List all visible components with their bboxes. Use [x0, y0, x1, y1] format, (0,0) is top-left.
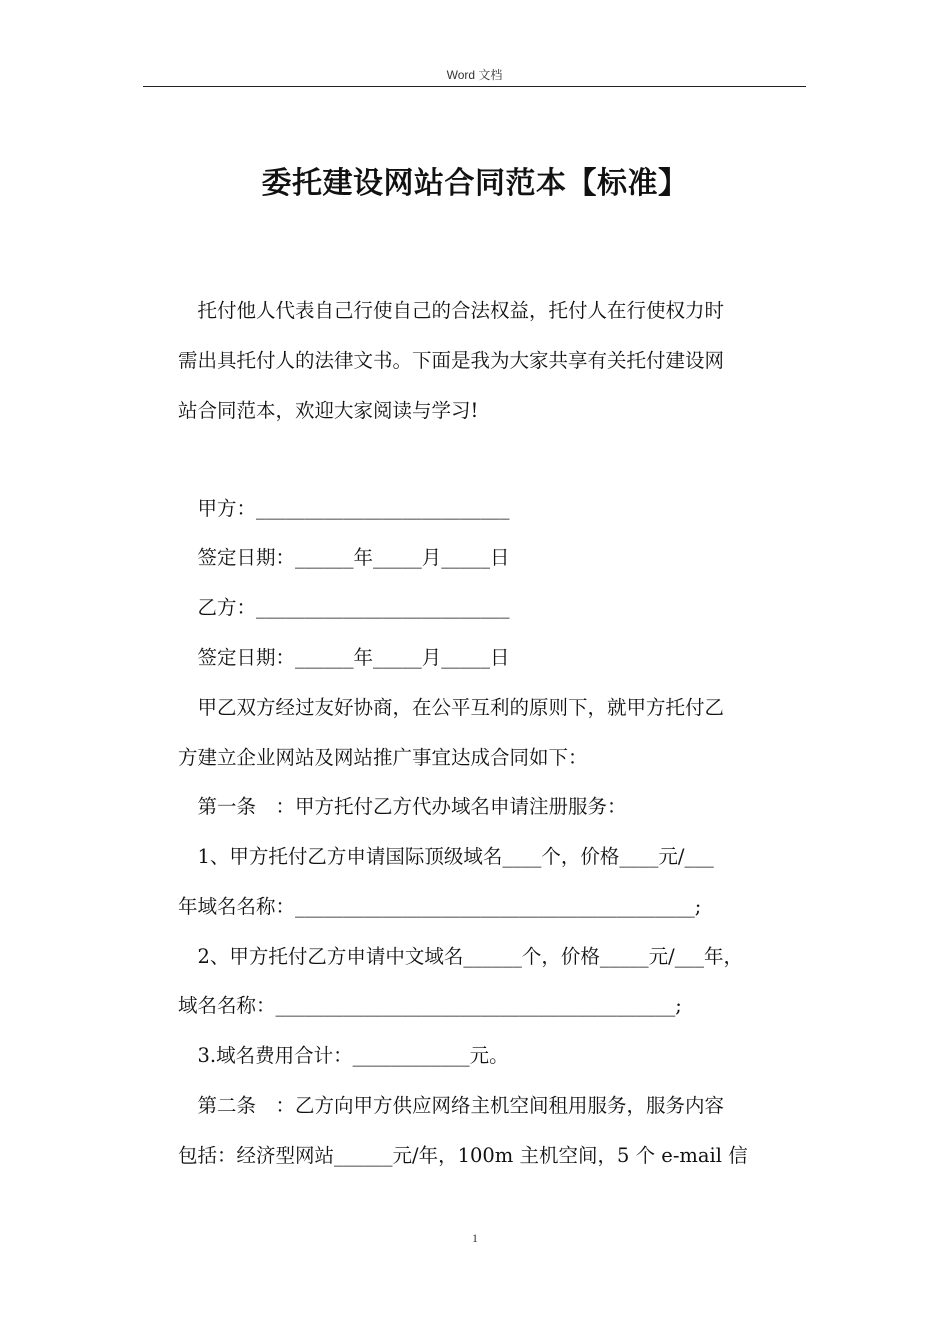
party-a-line: 甲方：__________________________	[178, 497, 510, 520]
page-header: Word 文档	[446, 68, 503, 82]
body-line: 甲乙双方经过友好协商，在公平互利的原则下，就甲方托付乙	[178, 696, 725, 719]
clause-heading: 第二条 ：乙方向甲方供应网络主机空间租用服务，服务内容	[178, 1094, 725, 1117]
body-line: 托付他人代表自己行使自己的合法权益，托付人在行使权力时	[178, 299, 725, 322]
body-line: 方建立企业网站及网站推广事宜达成合同如下：	[178, 746, 588, 769]
body-line: 2、甲方托付乙方申请中文域名______个，价格_____元/___年，	[178, 945, 743, 968]
body-line: 站合同范本，欢迎大家阅读与学习!	[178, 399, 479, 422]
page-number: 1	[472, 1231, 478, 1245]
body-line: 包括：经济型网站______元/年，100m 主机空间，5 个 e-mail 信	[178, 1144, 748, 1167]
header-divider	[143, 86, 806, 87]
body-line: 3.域名费用合计：____________元。	[178, 1044, 509, 1067]
document-title: 委托建设网站合同范本【标准】	[261, 166, 689, 201]
clause-heading: 第一条 ：甲方托付乙方代办域名申请注册服务：	[178, 795, 627, 818]
body-line: 需出具托付人的法律文书。下面是我为大家共享有关托付建设网	[178, 349, 725, 372]
sign-date-line: 签定日期：______年_____月_____日	[178, 546, 510, 569]
body-line: 1、甲方托付乙方申请国际顶级域名____个，价格____元/___	[178, 845, 714, 868]
party-b-line: 乙方：__________________________	[178, 596, 510, 619]
sign-date-line: 签定日期：______年_____月_____日	[178, 646, 510, 669]
body-line: 域名名称：_________________________________________;	[178, 994, 682, 1017]
body-line: 年域名名称：_________________________________________;	[178, 895, 702, 918]
